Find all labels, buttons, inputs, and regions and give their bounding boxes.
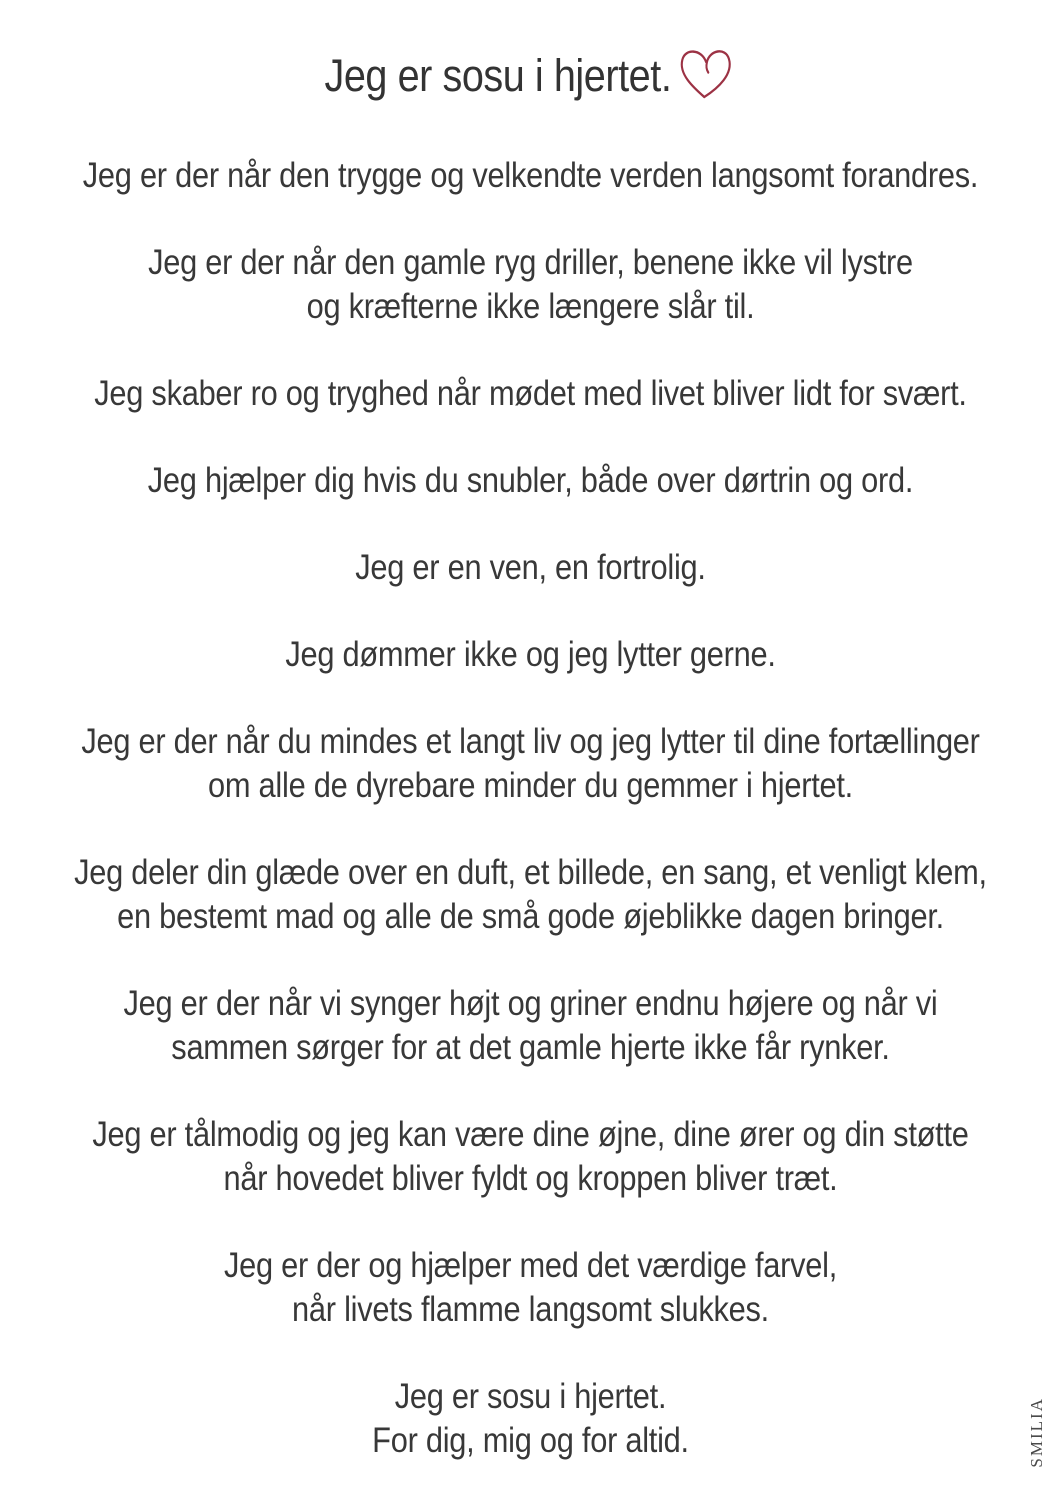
poem-body: [64, 154, 998, 1463]
poem-paragraph: [64, 1244, 998, 1332]
poem-paragraph: [64, 241, 998, 329]
poem-line: om alle de dyrebare minder du gemmer i hjertet.: [208, 766, 853, 805]
poem-line: en bestemt mad og alle de små gode øjeblikke dagen bringer.: [117, 897, 944, 936]
poem-paragraph: [64, 1113, 998, 1201]
poem-line: når hovedet bliver fyldt og kroppen bliver træt.: [223, 1159, 838, 1198]
poem: [64, 48, 998, 1463]
poem-paragraph: [64, 851, 998, 939]
poem-paragraph: [64, 633, 998, 677]
title-row: [324, 48, 736, 108]
poem-paragraph: [64, 720, 998, 808]
poem-line: Jeg er sosu i hjertet.: [394, 1377, 667, 1416]
poem-line: Jeg er en ven, en fortrolig.: [355, 548, 706, 587]
poem-line: Jeg dømmer ikke og jeg lytter gerne.: [285, 635, 776, 674]
poem-line: Jeg hjælper dig hvis du snubler, både over dørtrin og ord.: [147, 461, 914, 500]
poem-line: Jeg er der når vi synger højt og griner endnu højere og når vi: [123, 984, 938, 1023]
poem-paragraph: [64, 546, 998, 590]
poem-line: Jeg er tålmodig og jeg kan være dine øjne, dine ører og din støtte: [92, 1115, 969, 1154]
poem-paragraph: [64, 982, 998, 1070]
poem-line: Jeg deler din glæde over en duft, et billede, en sang, et venligt klem,: [74, 853, 987, 892]
poem-line: når livets flamme langsomt slukkes.: [292, 1290, 769, 1329]
poem-line: sammen sørger for at det gamle hjerte ikke får rynker.: [171, 1028, 890, 1067]
poem-line: Jeg er der når den gamle ryg driller, benene ikke vil lystre: [148, 243, 913, 282]
poem-paragraph: [64, 1375, 998, 1463]
poem-line: Jeg skaber ro og tryghed når mødet med livet bliver lidt for svært.: [94, 374, 967, 413]
poem-line: Jeg er der når du mindes et langt liv og jeg lytter til dine fortællinger: [81, 722, 980, 761]
poem-line: og kræfterne ikke længere slår til.: [306, 287, 755, 326]
page-title: Jeg er sosu i hjertet.: [324, 50, 672, 101]
poem-line: Jeg er der når den trygge og velkendte verden langsomt forandres.: [82, 156, 979, 195]
poem-paragraph: [64, 459, 998, 503]
heart-outline: [681, 51, 729, 97]
poem-line: Jeg er der og hjælper med det værdige farvel,: [223, 1246, 838, 1285]
watermark: SMILIA: [1027, 1397, 1046, 1468]
heart-icon: [673, 46, 736, 108]
poem-line: For dig, mig og for altid.: [372, 1421, 689, 1460]
poem-paragraph: [64, 372, 998, 416]
poem-paragraph: [64, 154, 998, 198]
